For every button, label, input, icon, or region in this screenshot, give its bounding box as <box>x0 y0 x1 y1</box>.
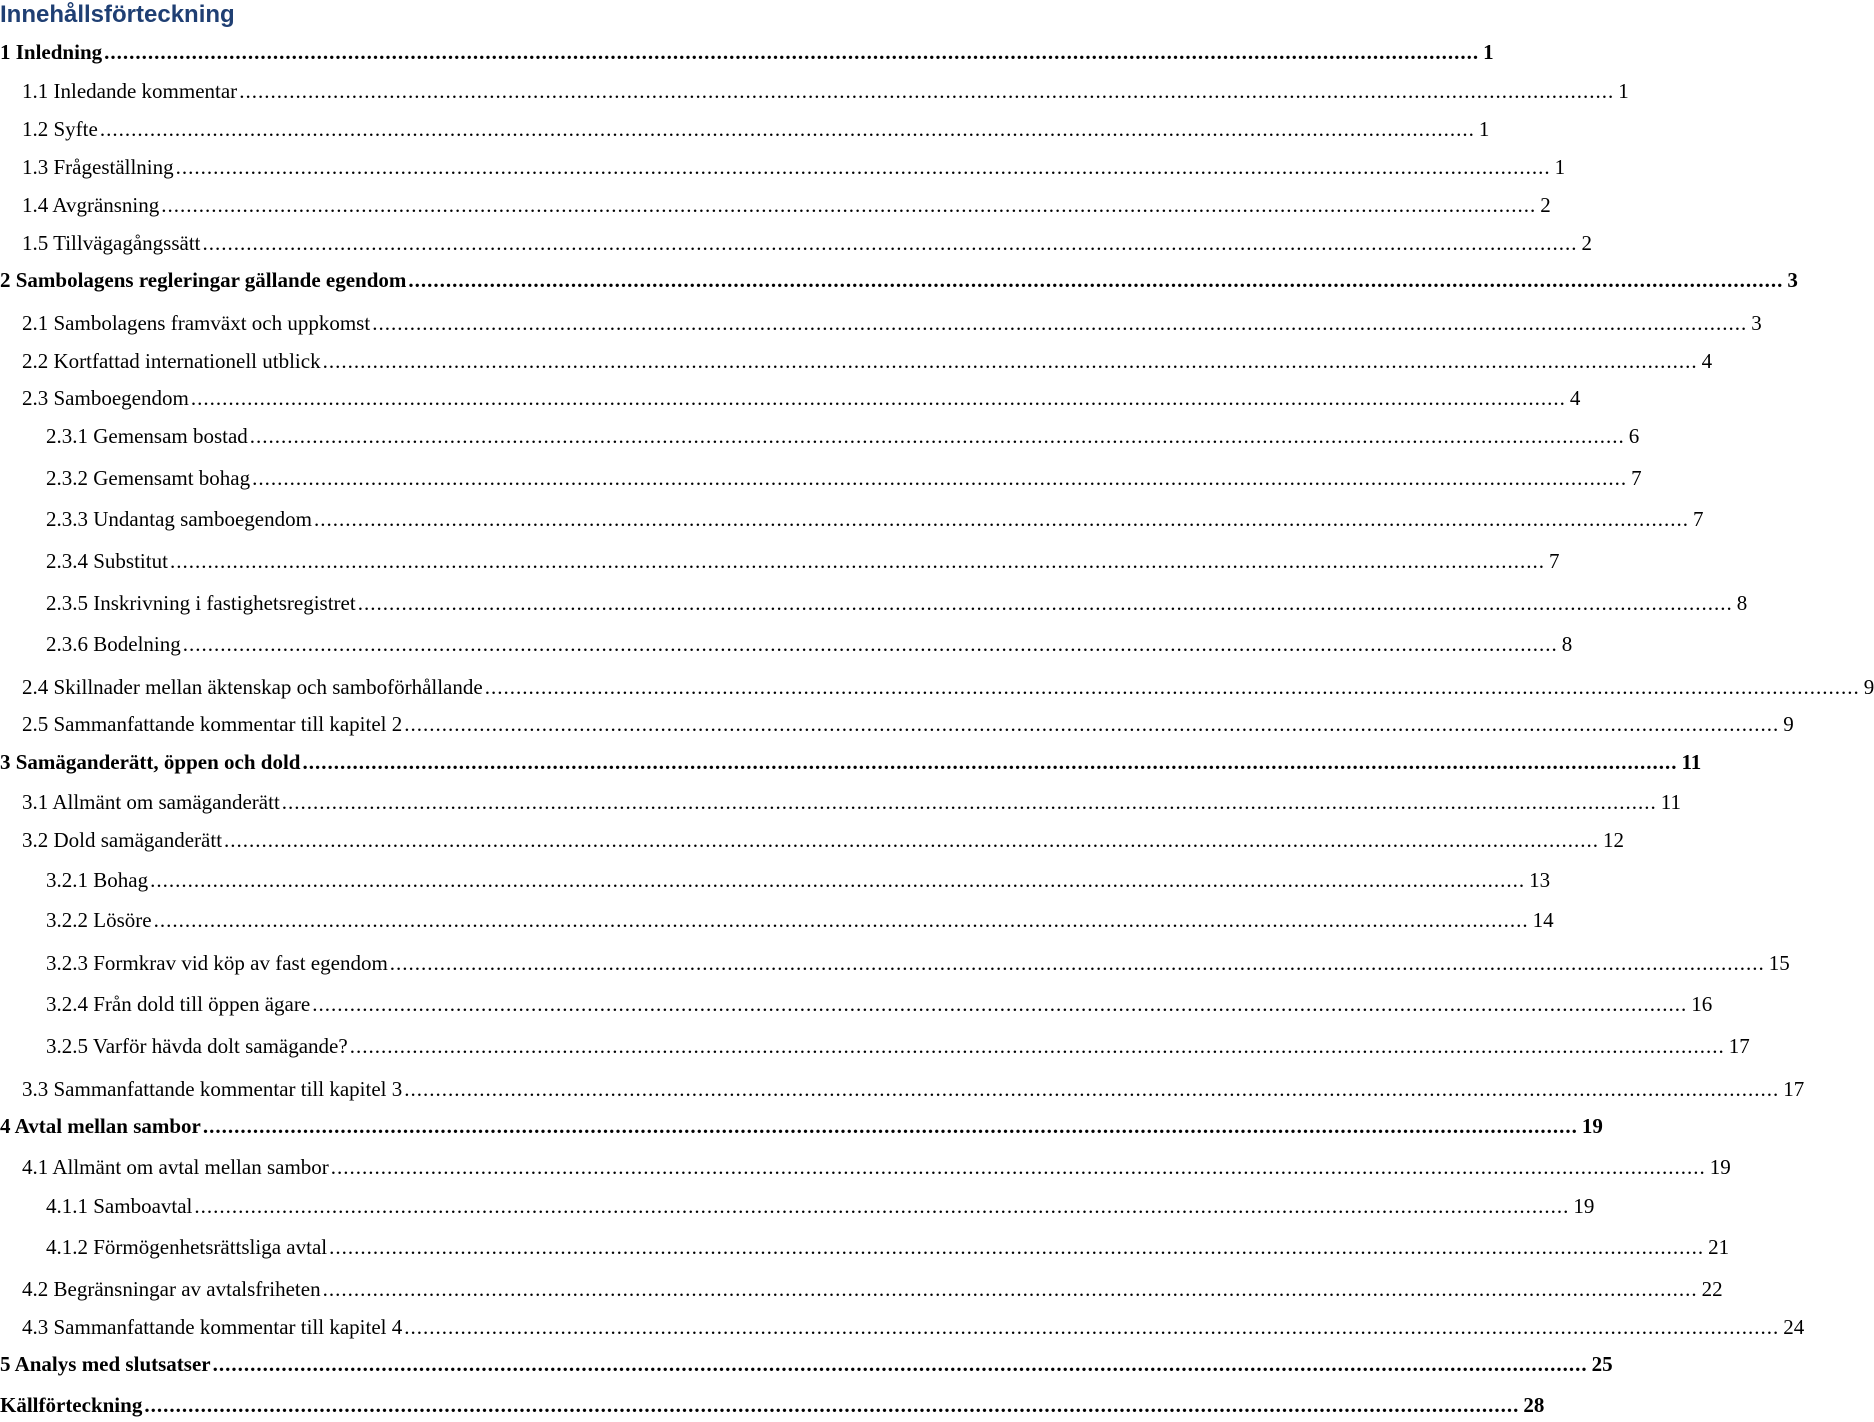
toc-page-number: 7 <box>1631 466 1642 490</box>
toc-dot-leader: ............................................................................................................................................................................................................................ <box>202 231 1578 255</box>
toc-page-number: 9 <box>1783 712 1794 736</box>
toc-entry-label: 1.4 Avgränsning <box>22 193 160 217</box>
toc-page-number: 6 <box>1628 424 1640 448</box>
toc-entry-label: 1.1 Inledande kommentar <box>22 79 238 103</box>
toc-entry[interactable] <box>22 1313 1805 1341</box>
toc-entry[interactable] <box>46 949 1790 977</box>
toc-page-number: 11 <box>1660 790 1682 814</box>
toc-entry-label: 2.5 Sammanfattande kommentar till kapitel 2 <box>22 712 403 736</box>
toc-dot-leader: ............................................................................................................................................................................................................................ <box>224 828 1600 852</box>
toc-dot-leader: ............................................................................................................................................................................................................................ <box>329 1235 1705 1259</box>
toc-entry[interactable] <box>46 1233 1730 1261</box>
toc-dot-leader: ............................................................................................................................................................................................................................ <box>175 155 1551 179</box>
toc-entry[interactable] <box>0 1112 1603 1140</box>
toc-entry-label: 2.3.3 Undantag samboegendom <box>46 507 312 531</box>
toc-entry[interactable] <box>0 748 1702 776</box>
toc-entry[interactable] <box>0 266 1798 294</box>
toc-dot-leader: ............................................................................................................................................................................................................................ <box>169 549 1545 573</box>
toc-page-number: 14 <box>1532 908 1554 932</box>
toc-entry[interactable] <box>46 990 1713 1018</box>
toc-page-number: 2 <box>1581 231 1593 255</box>
toc-entry[interactable] <box>46 866 1551 894</box>
toc-dot-leader: ............................................................................................................................................................................................................................ <box>153 908 1529 932</box>
toc-entry-label: 2.3.5 Inskrivning i fastighetsregistret <box>46 591 356 615</box>
toc-entry[interactable] <box>46 547 1560 575</box>
toc-entry-label: 2.3 Samboegendom <box>22 386 189 410</box>
toc-dot-leader: ............................................................................................................................................................................................................................ <box>190 386 1566 410</box>
toc-entry[interactable] <box>0 38 1494 66</box>
toc-entry[interactable] <box>46 906 1554 934</box>
toc-entry[interactable] <box>22 191 1551 219</box>
toc-dot-leader: ............................................................................................................................................................................................................................ <box>202 1114 1578 1138</box>
toc-page-number: 19 <box>1581 1114 1603 1138</box>
toc-entry[interactable] <box>0 1350 1613 1378</box>
toc-entry-label: 3.2.2 Lösöre <box>46 908 152 932</box>
toc-dot-leader: ............................................................................................................................................................................................................................ <box>330 1155 1706 1179</box>
toc-entry[interactable] <box>46 630 1573 658</box>
toc-entry-label: 2.3.6 Bodelning <box>46 632 181 656</box>
toc-page-number: 3 <box>1751 311 1762 335</box>
toc-dot-leader: ............................................................................................................................................................................................................................ <box>312 992 1688 1016</box>
toc-page-number: 1 <box>1478 117 1490 141</box>
toc-entry[interactable] <box>46 589 1748 617</box>
toc-page-number: 1 <box>1554 155 1566 179</box>
toc-page-number: 2 <box>1540 193 1551 217</box>
toc-page-number: 16 <box>1691 992 1713 1016</box>
toc-entry-label: 3.2.5 Varför hävda dolt samägande? <box>46 1034 348 1058</box>
toc-dot-leader: ............................................................................................................................................................................................................................ <box>99 117 1475 141</box>
toc-entry[interactable] <box>46 1192 1595 1220</box>
toc-dot-leader: ............................................................................................................................................................................................................................ <box>144 1393 1520 1417</box>
toc-entry-label: 2.3.2 Gemensamt bohag <box>46 466 251 490</box>
toc-entry-label: 1.3 Frågeställning <box>22 155 174 179</box>
toc-entry-label: 1.5 Tillvägagångssätt <box>22 231 201 255</box>
toc-entry[interactable] <box>22 347 1713 375</box>
toc-entry[interactable] <box>46 1032 1750 1060</box>
toc-dot-leader: ............................................................................................................................................................................................................................ <box>281 790 1657 814</box>
toc-page-number: 1 <box>1483 40 1494 64</box>
toc-entry-label: 3.2 Dold samäganderätt <box>22 828 223 852</box>
toc-entry-label: 2.3.4 Substitut <box>46 549 168 573</box>
toc-entry[interactable] <box>22 1075 1805 1103</box>
toc-entry[interactable] <box>22 115 1490 143</box>
toc-entry-label: 2 Sambolagens regleringar gällande egendom <box>0 268 407 292</box>
toc-dot-leader: ............................................................................................................................................................................................................................ <box>302 750 1678 774</box>
toc-entry-label: 2.4 Skillnader mellan äktenskap och samboförhållande <box>22 675 483 699</box>
toc-page-number: 22 <box>1701 1277 1723 1301</box>
toc-page-number: 13 <box>1529 868 1551 892</box>
toc-entry-label: 5 Analys med slutsatser <box>0 1352 211 1376</box>
toc-entry[interactable] <box>22 673 1874 701</box>
toc-entry[interactable] <box>22 826 1625 854</box>
toc-dot-leader: ............................................................................................................................................................................................................................ <box>404 1315 1780 1339</box>
toc-dot-leader: ............................................................................................................................................................................................................................ <box>349 1034 1725 1058</box>
toc-dot-leader: ............................................................................................................................................................................................................................ <box>404 1077 1780 1101</box>
toc-entry-label: 4 Avtal mellan sambor <box>0 1114 201 1138</box>
toc-entry-label: 2.2 Kortfattad internationell utblick <box>22 349 321 373</box>
toc-page-number: 19 <box>1709 1155 1731 1179</box>
toc-entry[interactable] <box>22 309 1762 337</box>
toc-dot-leader: ............................................................................................................................................................................................................................ <box>252 466 1628 490</box>
toc-dot-leader: ............................................................................................................................................................................................................................ <box>404 712 1780 736</box>
toc-entry-label: 1.2 Syfte <box>22 117 98 141</box>
toc-entry-label: 3 Samäganderätt, öppen och dold <box>0 750 301 774</box>
toc-entry[interactable] <box>22 384 1581 412</box>
toc-entry-label: 3.2.4 Från dold till öppen ägare <box>46 992 311 1016</box>
toc-page-number: 7 <box>1548 549 1560 573</box>
toc-page-number: 11 <box>1681 750 1702 774</box>
toc-dot-leader: ............................................................................................................................................................................................................................ <box>161 193 1537 217</box>
toc-dot-leader: ............................................................................................................................................................................................................................ <box>212 1352 1588 1376</box>
toc-entry-label: 2.3.1 Gemensam bostad <box>46 424 248 448</box>
toc-page-number: 7 <box>1692 507 1704 531</box>
toc-entry-label: 1 Inledning <box>0 40 103 64</box>
toc-dot-leader: ............................................................................................................................................................................................................................ <box>484 675 1860 699</box>
toc-entry-label: 3.2.1 Bohag <box>46 868 149 892</box>
toc-entry[interactable] <box>0 1391 1545 1419</box>
toc-entry[interactable] <box>22 1153 1731 1181</box>
toc-dot-leader: ............................................................................................................................................................................................................................ <box>249 424 1625 448</box>
toc-page-number: 17 <box>1728 1034 1750 1058</box>
toc-entry[interactable] <box>46 505 1704 533</box>
toc-page-number: 25 <box>1591 1352 1613 1376</box>
toc-entry[interactable] <box>22 710 1794 738</box>
toc-entry-label: 3.1 Allmänt om samäganderätt <box>22 790 280 814</box>
toc-entry-label: 4.1.2 Förmögenhetsrättsliga avtal <box>46 1235 328 1259</box>
toc-page-number: 28 <box>1523 1393 1545 1417</box>
toc-page-number: 15 <box>1768 951 1790 975</box>
toc-entry[interactable] <box>46 464 1642 492</box>
toc-entry[interactable] <box>22 1275 1723 1303</box>
toc-entry[interactable] <box>22 77 1629 105</box>
toc-dot-leader: ............................................................................................................................................................................................................................ <box>322 1277 1698 1301</box>
toc-entry[interactable] <box>22 153 1566 181</box>
toc-entry-label: 3.3 Sammanfattande kommentar till kapitel 3 <box>22 1077 403 1101</box>
toc-page-number: 3 <box>1787 268 1798 292</box>
toc-page-number: 19 <box>1573 1194 1595 1218</box>
toc-entry-label: Källförteckning <box>0 1393 143 1417</box>
toc-dot-leader: ............................................................................................................................................................................................................................ <box>357 591 1733 615</box>
toc-page-number: 1 <box>1618 79 1629 103</box>
toc-entry-label: 4.1 Allmänt om avtal mellan sambor <box>22 1155 329 1179</box>
toc-entry-label: 4.1.1 Samboavtal <box>46 1194 193 1218</box>
toc-page-number: 12 <box>1603 828 1625 852</box>
toc-dot-leader: ............................................................................................................................................................................................................................ <box>322 349 1698 373</box>
toc-page-number: 4 <box>1701 349 1713 373</box>
toc-dot-leader: ............................................................................................................................................................................................................................ <box>150 868 1526 892</box>
toc-entry-label: 3.2.3 Formkrav vid köp av fast egendom <box>46 951 388 975</box>
toc-page-number: 8 <box>1736 591 1748 615</box>
toc-entry-label: 2.1 Sambolagens framväxt och uppkomst <box>22 311 371 335</box>
toc-dot-leader: ............................................................................................................................................................................................................................ <box>239 79 1615 103</box>
toc-dot-leader: ............................................................................................................................................................................................................................ <box>408 268 1784 292</box>
toc-dot-leader: ............................................................................................................................................................................................................................ <box>389 951 1765 975</box>
toc-page-number: 8 <box>1561 632 1573 656</box>
toc-page-number: 21 <box>1708 1235 1730 1259</box>
toc-entry[interactable] <box>22 788 1682 816</box>
toc-page-number: 17 <box>1783 1077 1805 1101</box>
toc-entry[interactable] <box>22 229 1593 257</box>
toc-dot-leader: ............................................................................................................................................................................................................................ <box>194 1194 1570 1218</box>
toc-dot-leader: ............................................................................................................................................................................................................................ <box>372 311 1748 335</box>
toc-page-number: 24 <box>1783 1315 1805 1339</box>
toc-dot-leader: ............................................................................................................................................................................................................................ <box>182 632 1558 656</box>
toc-entry-label: 4.3 Sammanfattande kommentar till kapitel 4 <box>22 1315 403 1339</box>
toc-page-number: 9 <box>1863 675 1874 699</box>
toc-dot-leader: ............................................................................................................................................................................................................................ <box>313 507 1689 531</box>
toc-page-number: 4 <box>1569 386 1581 410</box>
toc-dot-leader: ............................................................................................................................................................................................................................ <box>104 40 1480 64</box>
toc-entry[interactable] <box>46 422 1640 450</box>
page-title: Innehållsförteckning <box>0 1 235 28</box>
toc-entry-label: 4.2 Begränsningar av avtalsfriheten <box>22 1277 321 1301</box>
